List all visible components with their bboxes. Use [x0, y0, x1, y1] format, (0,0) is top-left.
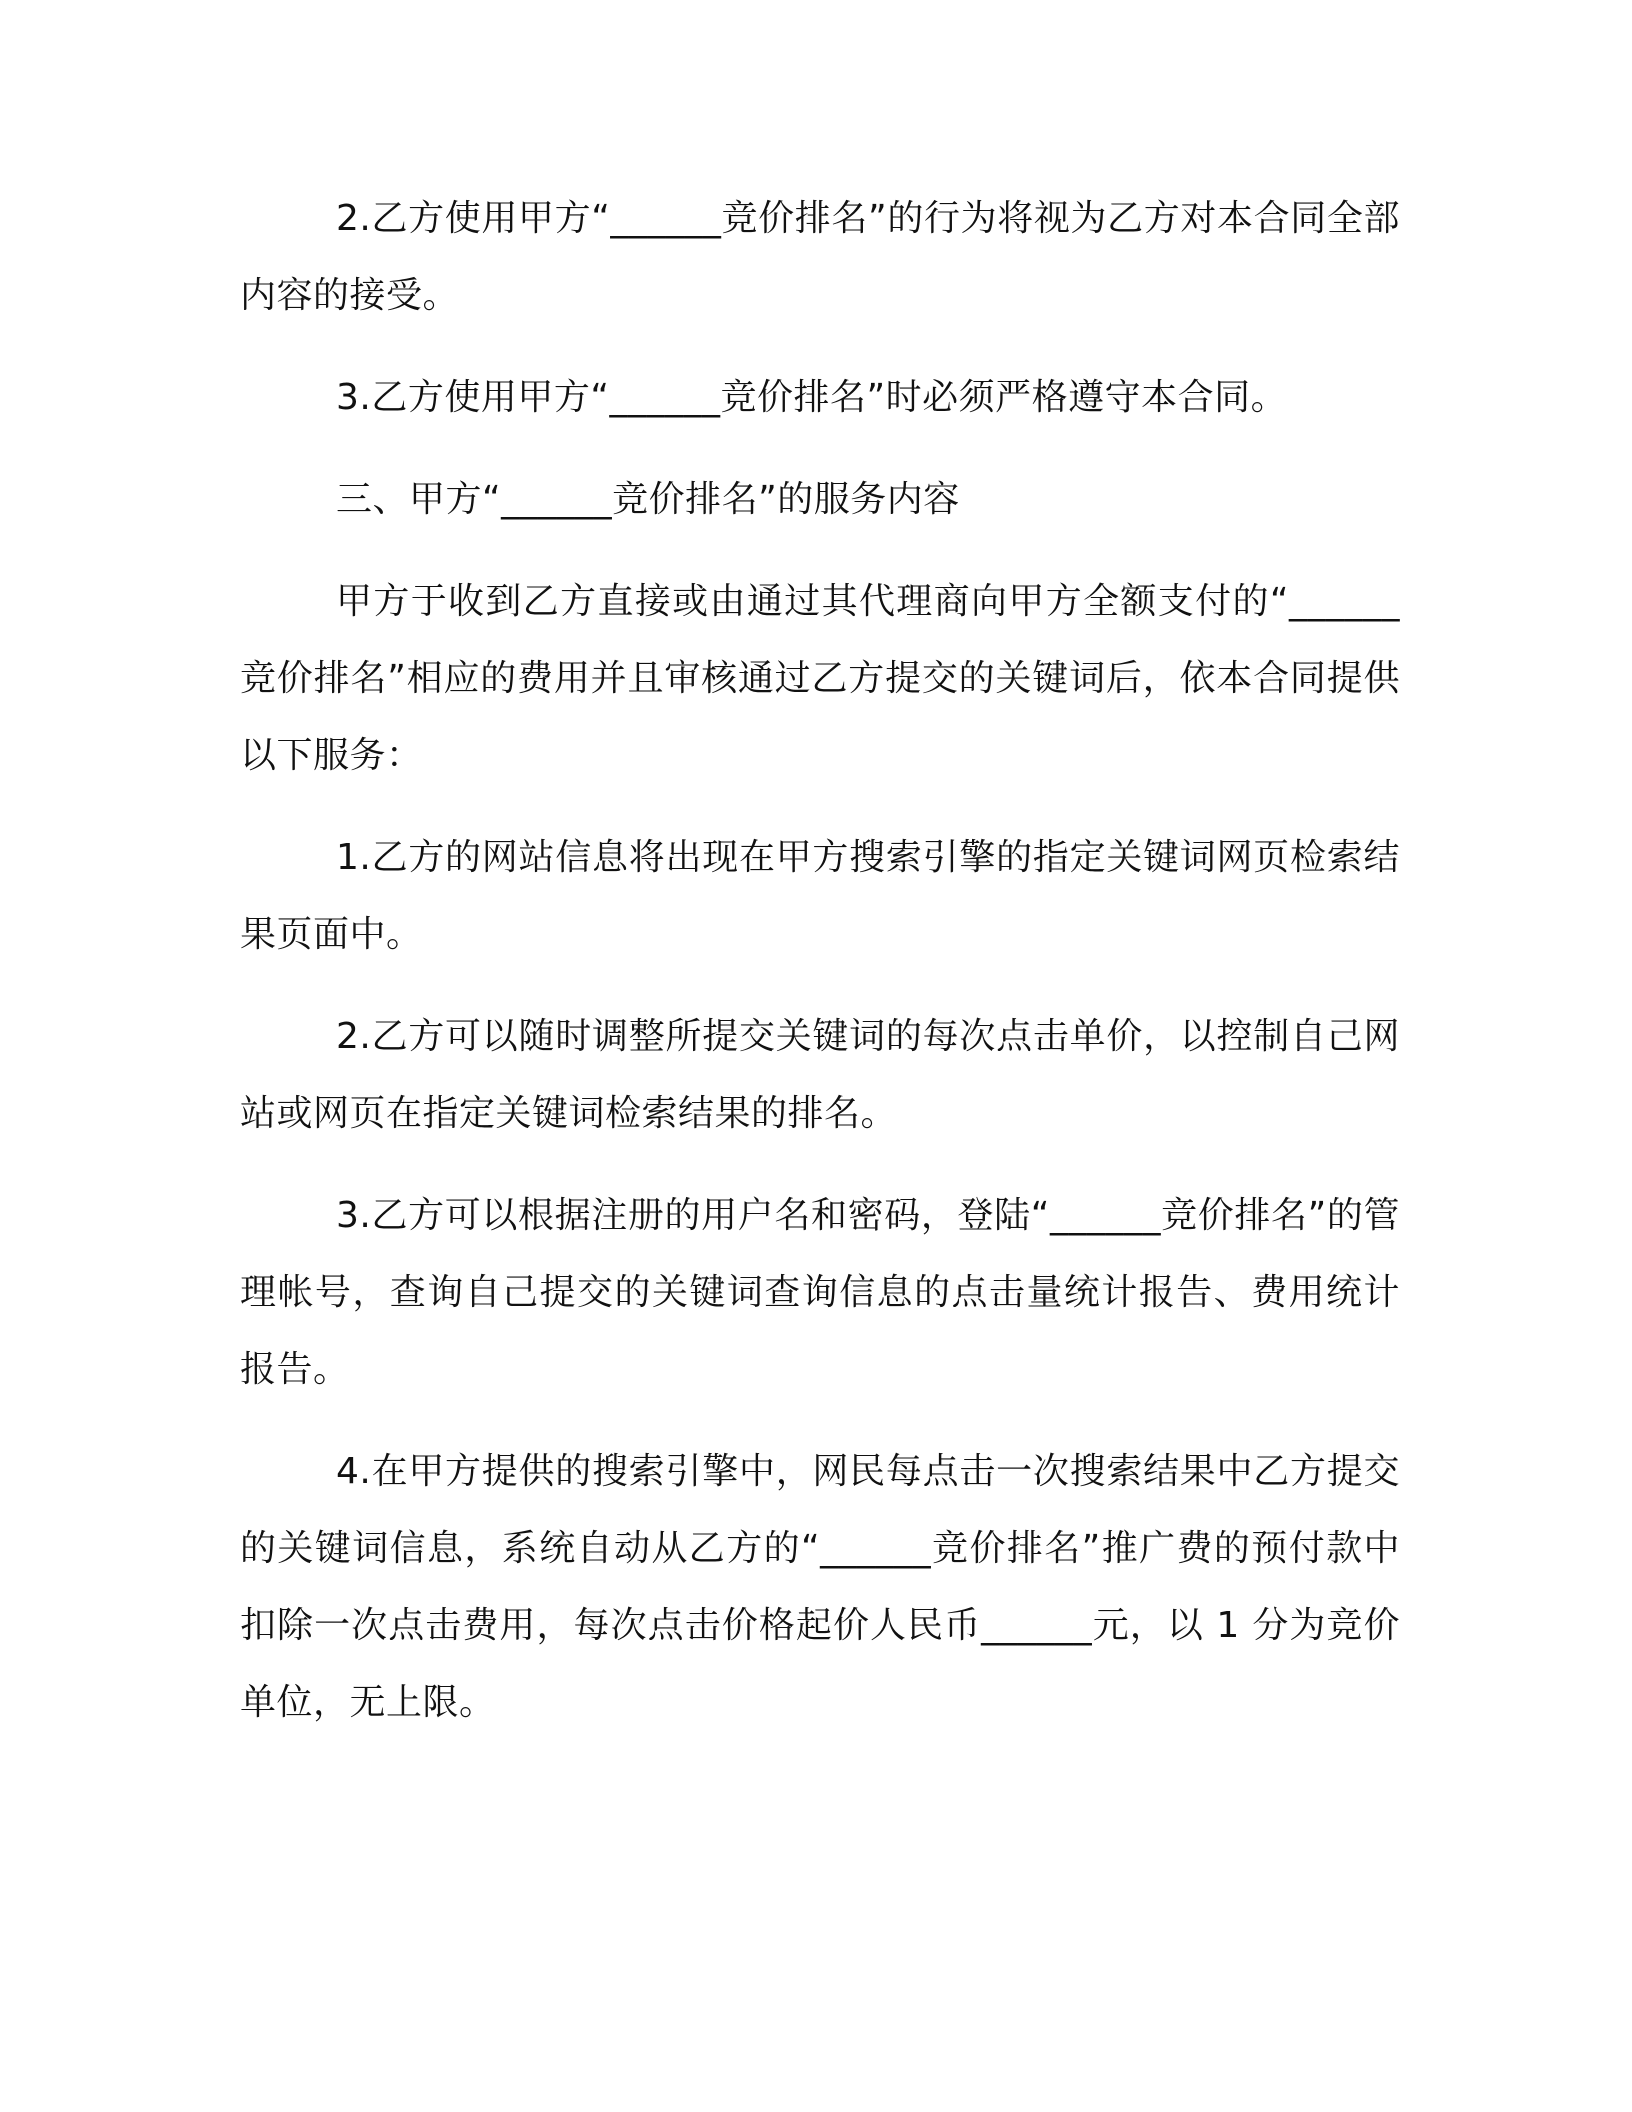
clause-3-compliance: 3.乙方使用甲方“______竞价排名”时必须严格遵守本合同。	[336, 377, 1288, 418]
clause-2-acceptance: 2.乙方使用甲方“______竞价排名”的行为将视为乙方对本合同全部内容的接受。	[240, 198, 1400, 316]
service-item-2: 2.乙方可以随时调整所提交关键词的每次点击单价，以控制自己网站或网页在指定关键词检索结果的排名。	[240, 1016, 1400, 1134]
service-intro-paragraph: 甲方于收到乙方直接或由通过其代理商向甲方全额支付的“______竞价排名”相应的费用并且审核通过乙方提交的关键词后，依本合同提供以下服务：	[240, 581, 1400, 776]
service-item-1: 1.乙方的网站信息将出现在甲方搜索引擎的指定关键词网页检索结果页面中。	[240, 837, 1400, 955]
service-item-4: 4.在甲方提供的搜索引擎中，网民每点击一次搜索结果中乙方提交的关键词信息，系统自动从乙方的“______竞价排名”推广费的预付款中扣除一次点击费用，每次点击价格起价人民币______元，以 1 分为竞价单位，无上限。	[240, 1451, 1400, 1723]
service-item-3: 3.乙方可以根据注册的用户名和密码，登陆“______竞价排名”的管理帐号，查询自己提交的关键词查询信息的点击量统计报告、费用统计报告。	[240, 1195, 1400, 1390]
document-body	[240, 180, 1400, 1766]
section-heading-service-content: 三、甲方“______竞价排名”的服务内容	[336, 479, 960, 520]
